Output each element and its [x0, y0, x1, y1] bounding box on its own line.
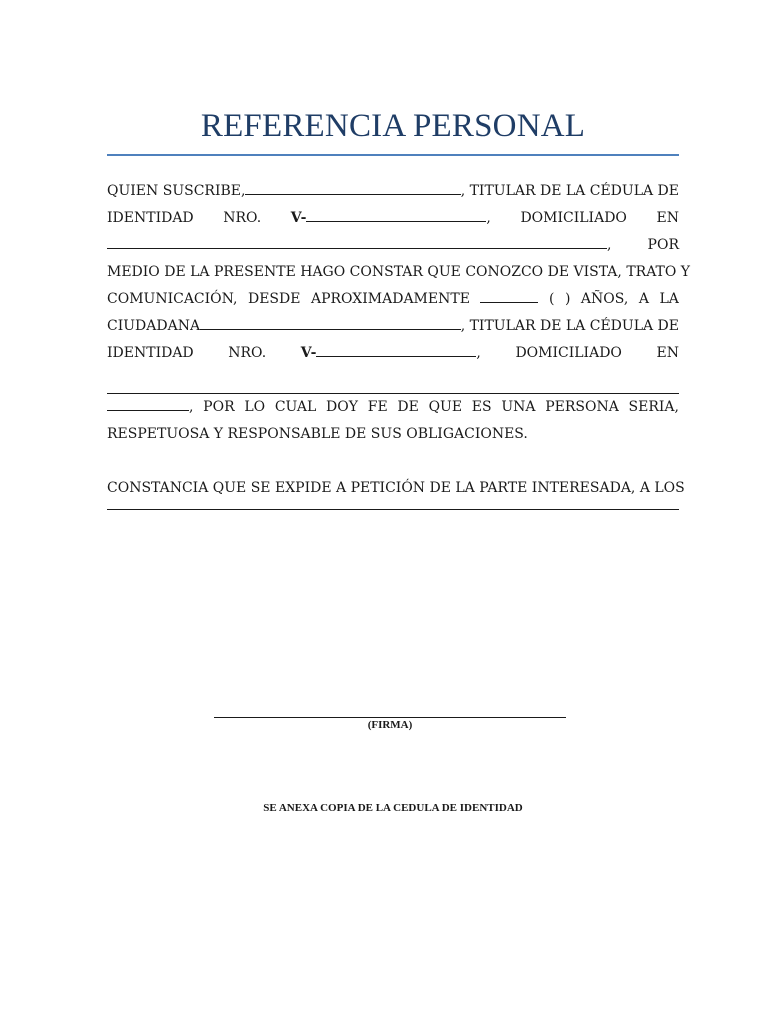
text-en: EN	[656, 210, 679, 226]
paragraph-gap	[107, 448, 679, 475]
text-en-2: EN	[656, 345, 679, 361]
text-titular-cedula: , TITULAR DE LA CÉDULA DE	[460, 183, 679, 199]
address-continuation-blank[interactable]	[107, 396, 189, 411]
document-body	[107, 178, 691, 510]
text-anos: AÑOS,	[580, 291, 629, 307]
body-line-12	[107, 475, 685, 502]
body-line-7	[107, 340, 679, 367]
id-number-blank[interactable]	[306, 207, 486, 222]
text-por: POR	[647, 237, 679, 253]
signature-line[interactable]	[214, 717, 566, 718]
text-identidad-2: IDENTIDAD	[107, 345, 194, 361]
comma: ,	[486, 210, 491, 226]
text-constancia: CONSTANCIA QUE SE EXPIDE A PETICIÓN DE LA PARTE INTERESADA, A LOS	[107, 480, 685, 496]
name-blank[interactable]	[245, 180, 460, 195]
body-line-10	[107, 421, 679, 448]
body-line-8	[107, 367, 679, 394]
id-field	[291, 205, 491, 232]
text-ciudadana: CIUDADANA	[107, 318, 201, 334]
text-desde: DESDE	[247, 291, 301, 307]
body-line-4	[107, 259, 691, 286]
annex-note: SE ANEXA COPIA DE LA CEDULA DE IDENTIDAD	[263, 802, 523, 814]
address-field	[107, 232, 611, 259]
text-la: LA	[659, 291, 679, 307]
text-nro-2: NRO.	[228, 345, 267, 361]
comma: ,	[476, 345, 481, 361]
id-number-blank-2[interactable]	[316, 342, 476, 357]
paren-close: )	[564, 291, 571, 307]
title-underline	[107, 154, 679, 156]
signature-label: (FIRMA)	[367, 719, 413, 731]
text-titular-cedula-2: , TITULAR DE LA CÉDULA DE	[460, 318, 679, 334]
text-respetuosa: RESPETUOSA Y RESPONSABLE DE SUS OBLIGACIONES.	[107, 426, 528, 442]
text-identidad: IDENTIDAD	[107, 210, 194, 226]
body-line-6	[107, 313, 679, 340]
date-blank[interactable]	[107, 509, 679, 510]
body-line-1	[107, 178, 679, 205]
text-medio: MEDIO DE LA PRESENTE HAGO CONSTAR QUE CONOZCO DE VISTA, TRATO Y	[107, 264, 691, 280]
paren-open: (	[548, 291, 555, 307]
text-comunicacion: COMUNICACIÓN,	[107, 291, 238, 307]
body-line-3	[107, 232, 679, 259]
text-domiciliado-2: DOMICILIADO	[515, 345, 622, 361]
body-line-5	[107, 286, 679, 313]
text-por-lo-cual: , POR LO CUAL DOY FE DE QUE ES UNA PERSONA SERIA,	[189, 399, 679, 415]
id-prefix-2: V-	[300, 345, 317, 361]
text-domiciliado: DOMICILIADO	[520, 210, 627, 226]
document-page	[107, 0, 691, 1024]
text-aproximadamente: APROXIMADAMENTE	[310, 291, 470, 307]
body-line-13	[107, 502, 679, 510]
text-a: A	[638, 291, 649, 307]
comma: ,	[607, 237, 612, 253]
text-quien-suscribe: QUIEN SUSCRIBE,	[107, 183, 246, 199]
id-field-2	[301, 340, 481, 367]
document-title: REFERENCIA PERSONAL	[200, 108, 586, 144]
text-nro: NRO.	[223, 210, 262, 226]
address-blank[interactable]	[107, 234, 607, 249]
body-line-2	[107, 205, 679, 232]
years-blank[interactable]	[480, 288, 538, 303]
body-line-9	[107, 394, 679, 421]
id-prefix: V-	[290, 210, 307, 226]
line9-field	[107, 394, 189, 421]
citizen-name-blank[interactable]	[200, 315, 461, 330]
